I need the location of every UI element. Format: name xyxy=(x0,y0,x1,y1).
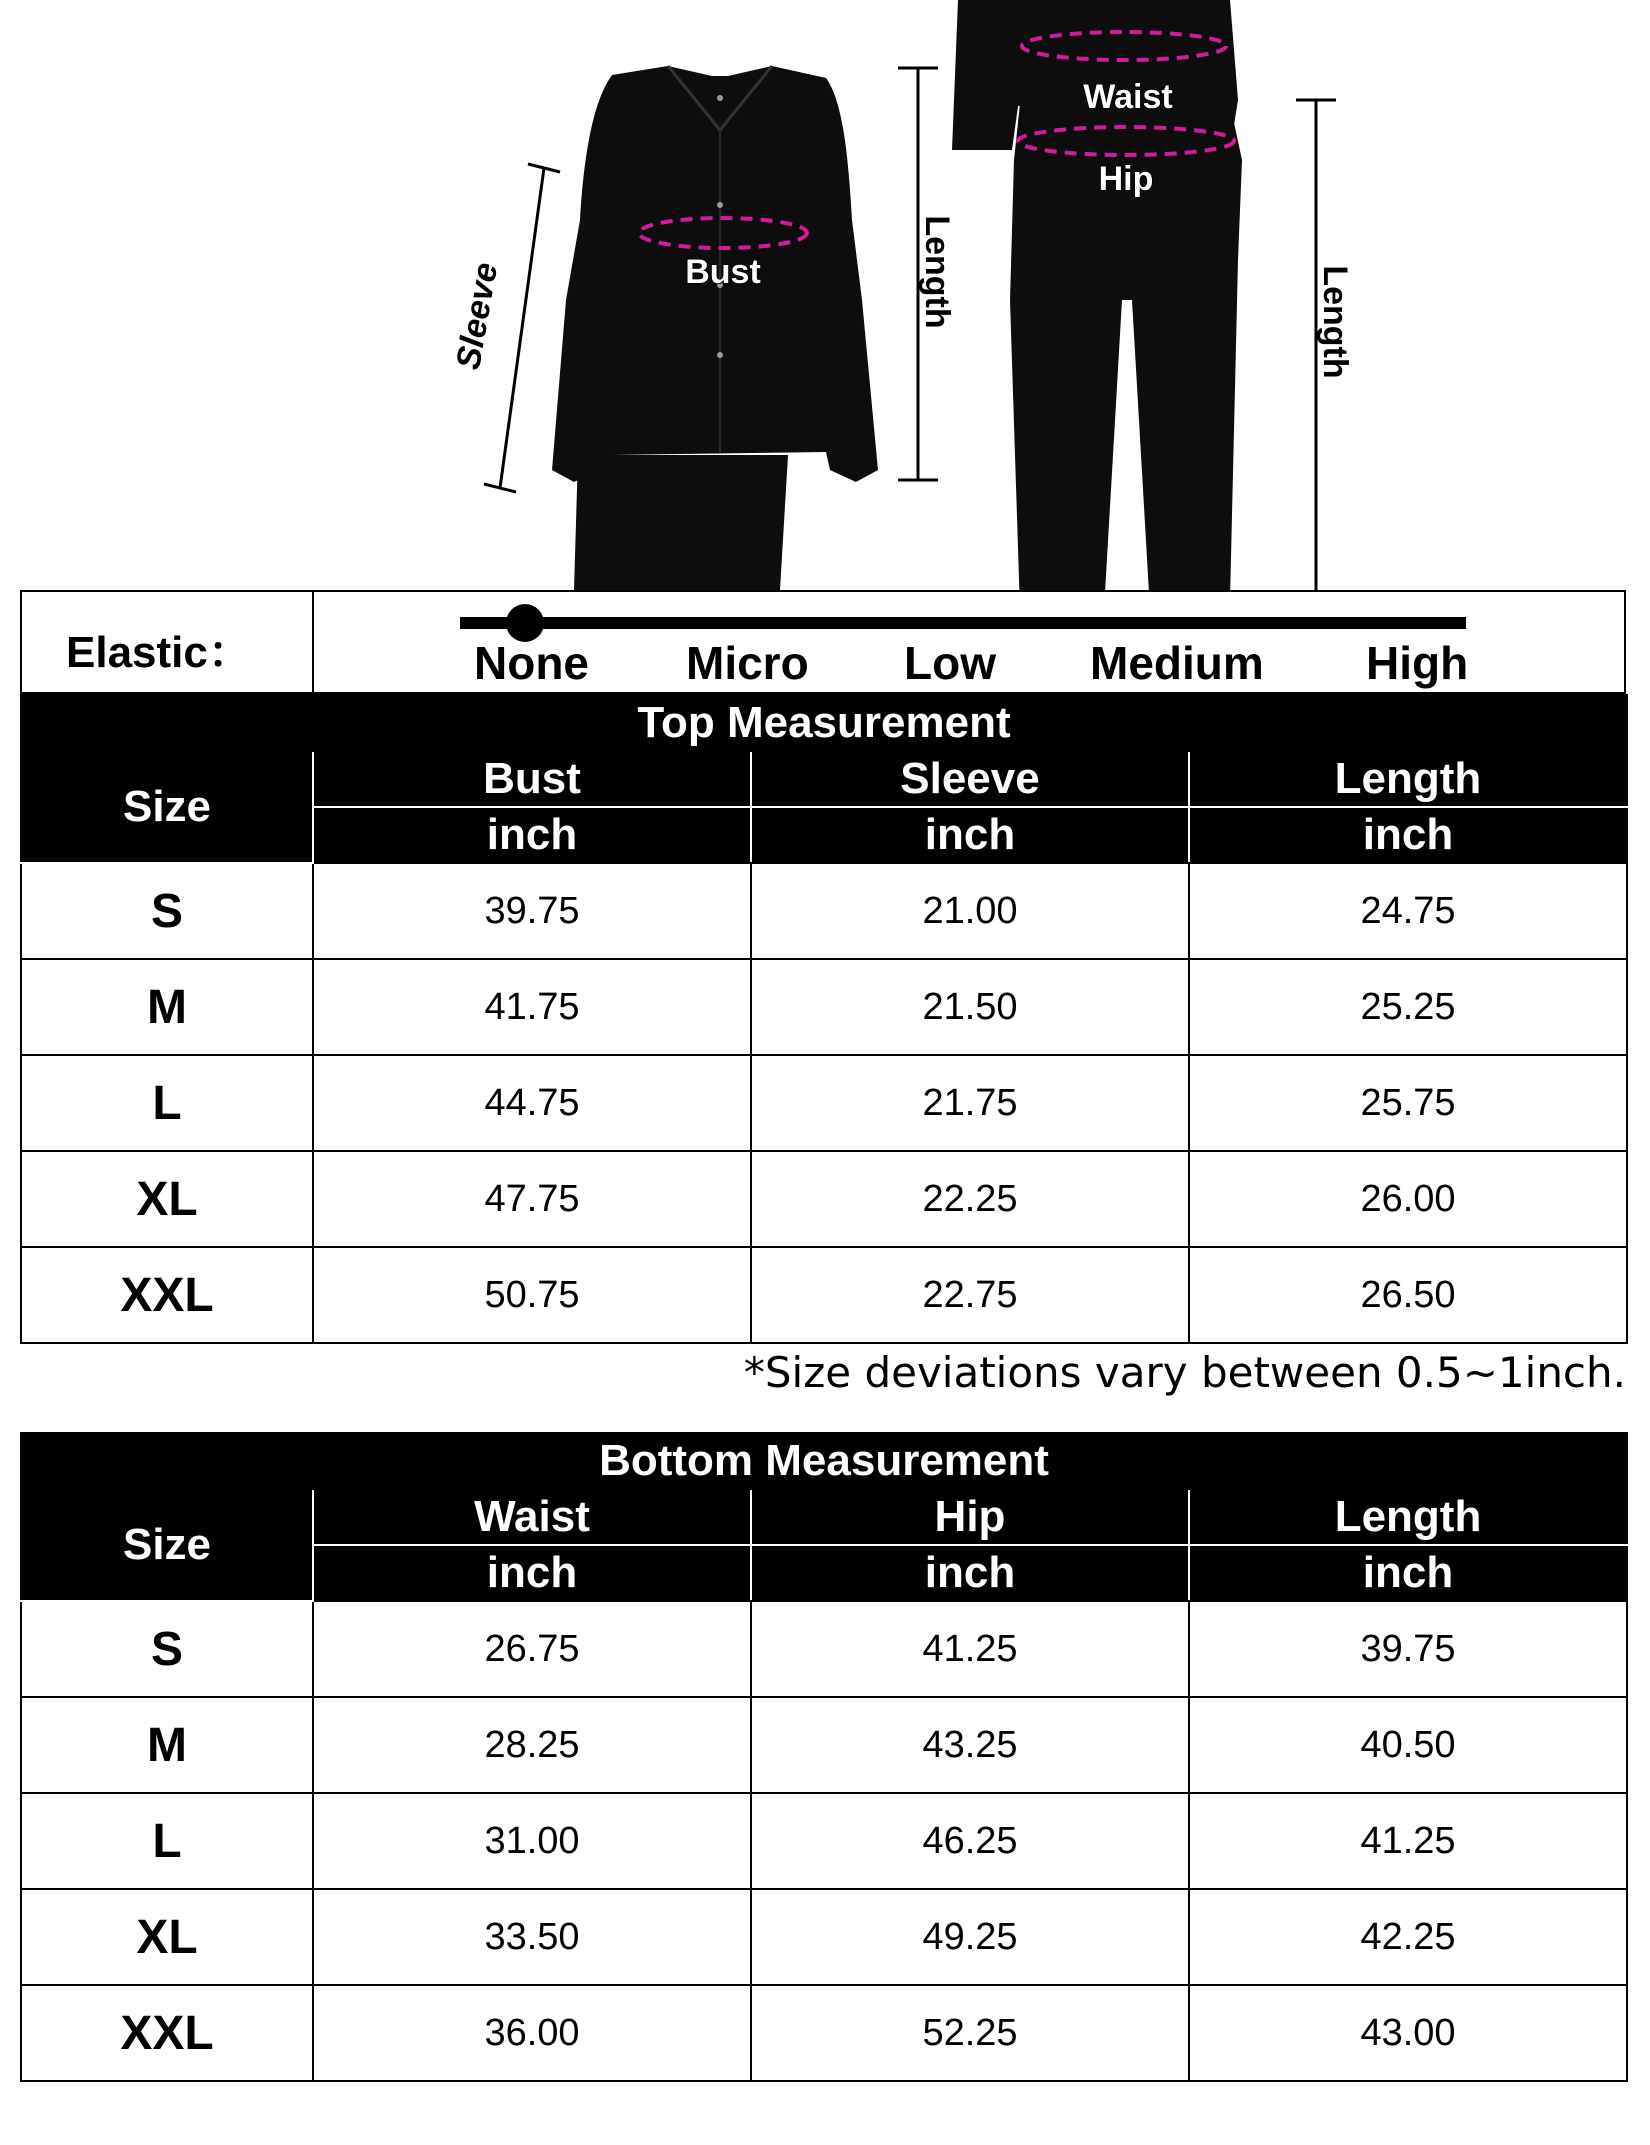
value-cell: 40.50 xyxy=(1189,1697,1627,1793)
elastic-scale xyxy=(20,590,1626,694)
unit-header: inch xyxy=(313,1545,751,1601)
sleeve-arrow xyxy=(500,168,544,488)
table-row xyxy=(21,1601,1627,1697)
elastic-level-micro: Micro xyxy=(686,637,809,689)
value-cell: 44.75 xyxy=(313,1055,751,1151)
shirt-button-3 xyxy=(717,352,723,358)
table-row xyxy=(21,1247,1627,1343)
value-cell: 43.25 xyxy=(751,1697,1189,1793)
elastic-level-medium: Medium xyxy=(1090,637,1264,689)
size-header: Size xyxy=(21,1489,313,1601)
size-cell: XL xyxy=(21,1889,313,1985)
size-cell: M xyxy=(21,1697,313,1793)
bust-label: Bust xyxy=(685,253,761,291)
bottom-measurement-table xyxy=(20,1432,1628,2082)
value-cell: 21.75 xyxy=(751,1055,1189,1151)
waist-label: Waist xyxy=(1083,78,1173,116)
value-cell: 26.50 xyxy=(1189,1247,1627,1343)
value-cell: 41.75 xyxy=(313,959,751,1055)
value-cell: 31.00 xyxy=(313,1793,751,1889)
value-cell: 21.00 xyxy=(751,863,1189,959)
unit-header: inch xyxy=(751,1545,1189,1601)
value-cell: 50.75 xyxy=(313,1247,751,1343)
column-header: Bust xyxy=(313,751,751,807)
top-length-label: Length xyxy=(918,215,956,329)
value-cell: 43.00 xyxy=(1189,1985,1627,2081)
value-cell: 24.75 xyxy=(1189,863,1627,959)
value-cell: 49.25 xyxy=(751,1889,1189,1985)
shirt-button-1 xyxy=(717,202,723,208)
value-cell: 36.00 xyxy=(313,1985,751,2081)
size-cell: XXL xyxy=(21,1247,313,1343)
hip-label: Hip xyxy=(1098,160,1154,198)
unit-header: inch xyxy=(1189,1545,1627,1601)
unit-header: inch xyxy=(751,807,1189,863)
elastic-level-low: Low xyxy=(904,637,996,689)
column-header: Waist xyxy=(313,1489,751,1545)
value-cell: 26.00 xyxy=(1189,1151,1627,1247)
table-row xyxy=(21,1055,1627,1151)
column-header: Hip xyxy=(751,1489,1189,1545)
size-deviation-note: *Size deviations vary between 0.5~1inch. xyxy=(743,1348,1626,1397)
sleeve-label: Sleeve xyxy=(449,259,506,373)
column-header: Sleeve xyxy=(751,751,1189,807)
value-cell: 47.75 xyxy=(313,1151,751,1247)
value-cell: 22.25 xyxy=(751,1151,1189,1247)
size-cell: S xyxy=(21,863,313,959)
size-cell: XL xyxy=(21,1151,313,1247)
value-cell: 41.25 xyxy=(751,1601,1189,1697)
value-cell: 28.25 xyxy=(313,1697,751,1793)
column-header: Length xyxy=(1189,1489,1627,1545)
elastic-level-high: High xyxy=(1366,637,1469,689)
value-cell: 33.50 xyxy=(313,1889,751,1985)
value-cell: 25.25 xyxy=(1189,959,1627,1055)
size-cell: L xyxy=(21,1055,313,1151)
unit-header: inch xyxy=(313,807,751,863)
value-cell: 41.25 xyxy=(1189,1793,1627,1889)
elastic-label: Elastic： xyxy=(22,592,314,692)
value-cell: 22.75 xyxy=(751,1247,1189,1343)
size-cell: XXL xyxy=(21,1985,313,2081)
unit-header: inch xyxy=(1189,807,1627,863)
value-cell: 46.25 xyxy=(751,1793,1189,1889)
top-measurement-table xyxy=(20,694,1628,1344)
size-cell: S xyxy=(21,1601,313,1697)
bottom-length-label: Length xyxy=(1316,265,1354,379)
size-cell: L xyxy=(21,1793,313,1889)
top-table-title: Top Measurement xyxy=(21,695,1627,751)
table-row xyxy=(21,959,1627,1055)
elastic-track xyxy=(460,617,1466,629)
value-cell: 52.25 xyxy=(751,1985,1189,2081)
table-row xyxy=(21,1889,1627,1985)
table-row xyxy=(21,1697,1627,1793)
table-row xyxy=(21,1793,1627,1889)
size-cell: M xyxy=(21,959,313,1055)
shirt-button-4 xyxy=(717,95,723,101)
value-cell: 25.75 xyxy=(1189,1055,1627,1151)
size-header: Size xyxy=(21,751,313,863)
value-cell: 42.25 xyxy=(1189,1889,1627,1985)
table-row xyxy=(21,863,1627,959)
value-cell: 39.75 xyxy=(313,863,751,959)
garment-illustration xyxy=(0,0,1650,590)
value-cell: 21.50 xyxy=(751,959,1189,1055)
table-row xyxy=(21,1985,1627,2081)
elastic-level-none: None xyxy=(474,637,589,689)
column-header: Length xyxy=(1189,751,1627,807)
value-cell: 39.75 xyxy=(1189,1601,1627,1697)
bottom-table-title: Bottom Measurement xyxy=(21,1433,1627,1489)
value-cell: 26.75 xyxy=(313,1601,751,1697)
left-pants-shape xyxy=(574,455,788,590)
table-row xyxy=(21,1151,1627,1247)
